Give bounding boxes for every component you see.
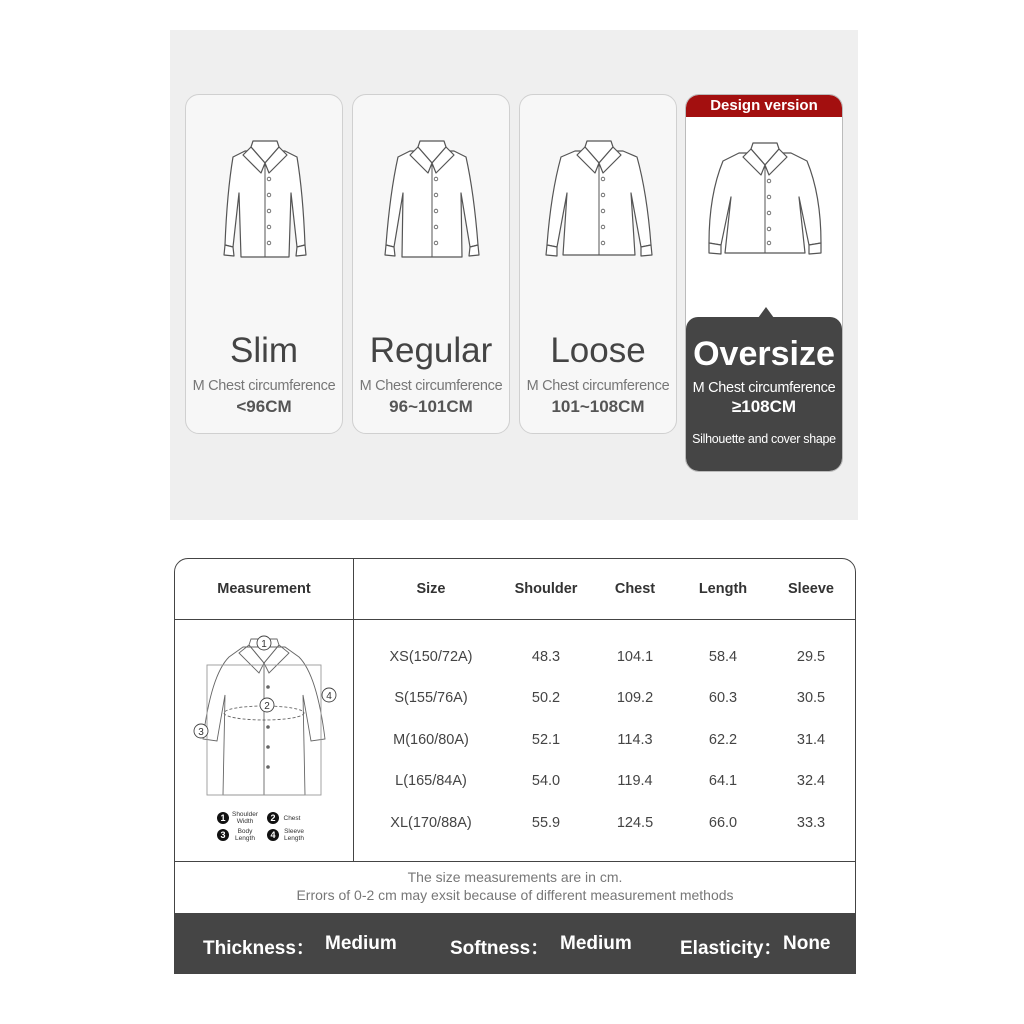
cell-sleeve: 33.3	[796, 815, 826, 831]
cell-length: 60.3	[708, 690, 738, 706]
cell-sleeve: 29.5	[796, 649, 826, 665]
marker-3: 3	[198, 727, 204, 738]
loose-shirt-icon	[539, 133, 659, 268]
elasticity-value: None	[783, 933, 831, 954]
fabric-attributes-bar	[175, 913, 855, 974]
cell-shoulder: 50.2	[531, 690, 561, 706]
oversize-shirt-icon	[705, 135, 825, 270]
marker-4: 4	[326, 691, 332, 702]
cell-shoulder: 48.3	[531, 649, 561, 665]
fit-card-regular	[352, 94, 510, 434]
legend-num-3: 3	[220, 830, 226, 840]
fit-range: <96CM	[236, 397, 292, 416]
note-units: The size measurements are in cm.	[407, 869, 623, 885]
design-version-tag: Design version	[686, 95, 842, 117]
slim-shirt-icon	[205, 133, 325, 268]
header-size: Size	[416, 581, 446, 597]
legend-num-4: 4	[270, 830, 276, 840]
cell-chest: 114.3	[617, 732, 653, 748]
header-length: Length	[698, 581, 748, 597]
cell-length: 58.4	[708, 649, 738, 665]
thickness-label: Thickness：	[203, 938, 315, 959]
header-chest: Chest	[614, 581, 656, 597]
size-table	[174, 558, 856, 974]
regular-shirt-icon	[372, 133, 492, 268]
fit-name: Regular	[369, 331, 493, 370]
thickness-value: Medium	[325, 933, 397, 954]
cell-shoulder: 55.9	[531, 815, 561, 831]
legend-shoulder-1: Shoulder	[231, 811, 259, 818]
legend-body-2: Length	[235, 835, 255, 842]
legend-sleeve-2: Length	[284, 835, 304, 842]
notes-divider	[175, 861, 855, 862]
marker-1: 1	[261, 639, 267, 650]
fit-range: ≥108CM	[731, 397, 797, 416]
cell-sleeve: 32.4	[796, 773, 826, 789]
fit-label: M Chest circumference	[192, 378, 336, 394]
fit-label: M Chest circumference	[692, 380, 836, 396]
marker-2: 2	[264, 701, 270, 712]
fit-card-slim	[185, 94, 343, 434]
softness-value: Medium	[560, 933, 632, 954]
fit-label: M Chest circumference	[359, 378, 503, 394]
legend-sleeve-1: Sleeve	[284, 828, 304, 835]
column-divider	[353, 559, 354, 861]
cell-chest: 124.5	[616, 815, 654, 831]
fit-range: 96~101CM	[389, 397, 473, 416]
cell-chest: 104.1	[616, 649, 654, 665]
measurement-diagram	[189, 635, 339, 847]
cell-shoulder: 52.1	[531, 732, 561, 748]
cell-chest: 119.4	[617, 773, 653, 789]
fit-name: Oversize	[693, 335, 835, 373]
cell-length: 66.0	[708, 815, 738, 831]
fit-range: 101~108CM	[551, 397, 645, 416]
cell-chest: 109.2	[616, 690, 654, 706]
cell-size: L(165/84A)	[395, 773, 467, 789]
fit-note: Silhouette and cover shape	[692, 432, 836, 446]
softness-label: Softness：	[450, 938, 550, 959]
fit-card-oversize	[685, 94, 843, 472]
fit-card-loose	[519, 94, 677, 434]
elasticity-label: Elasticity：	[680, 938, 783, 959]
cell-size: XL(170/88A)	[390, 815, 472, 831]
cell-size: S(155/76A)	[394, 690, 468, 706]
legend-body-1: Body	[237, 828, 253, 835]
cell-size: M(160/80A)	[393, 732, 469, 748]
legend-num-1: 1	[220, 813, 226, 823]
note-errors: Errors of 0-2 cm may exsit because of different measurement methods	[296, 887, 734, 903]
cell-sleeve: 30.5	[796, 690, 826, 706]
header-divider	[175, 619, 855, 620]
fit-label: M Chest circumference	[526, 378, 670, 394]
fit-name: Slim	[229, 331, 299, 370]
header-shoulder: Shoulder	[514, 581, 578, 597]
fit-comparison-panel	[170, 30, 858, 520]
cell-length: 64.1	[708, 773, 738, 789]
cell-shoulder: 54.0	[531, 773, 561, 789]
cell-size: XS(150/72A)	[389, 649, 473, 665]
legend-shoulder-2: Width	[236, 818, 254, 825]
fit-name: Loose	[550, 331, 646, 370]
cell-length: 62.2	[708, 732, 738, 748]
cell-sleeve: 31.4	[796, 732, 826, 748]
legend-chest: Chest	[283, 815, 301, 822]
legend-num-2: 2	[270, 813, 276, 823]
header-sleeve: Sleeve	[788, 581, 834, 597]
header-measurement: Measurement	[217, 581, 311, 597]
